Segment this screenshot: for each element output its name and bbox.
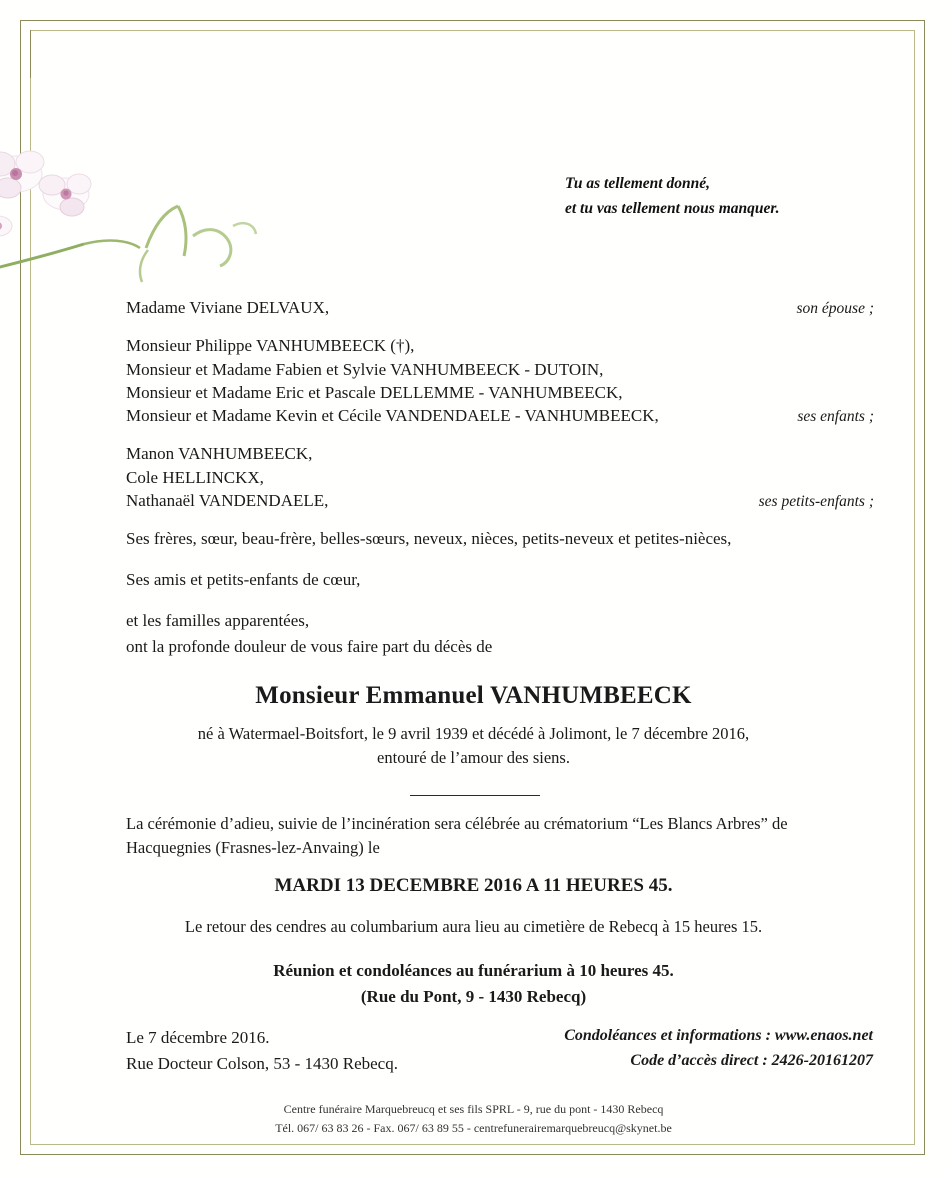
family-relation-label: ses enfants ;: [797, 408, 874, 426]
reunion-line-2: (Rue du Pont, 9 - 1430 Rebecq): [360, 986, 587, 1006]
deceased-detail-line-1: né à Watermael-Boitsfort, le 9 avril 1939 et décédé à Jolimont, le 7 décembre 2016,: [197, 724, 750, 743]
family-member-name: Monsieur et Madame Eric et Pascale DELLEMME - VANHUMBEECK,: [126, 382, 623, 402]
epitaph: [565, 172, 895, 222]
family-relation-label: ses petits-enfants ;: [758, 493, 874, 511]
family-member-line: [126, 358, 874, 381]
condolences-website[interactable]: Condoléances et informations : www.enaos.net: [564, 1027, 873, 1044]
access-code: Code d’accès direct : 2426-20161207: [630, 1051, 873, 1069]
family-group-grandchildren: [126, 442, 874, 512]
family-member-name: Monsieur et Madame Kevin et Cécile VANDENDAELE - VANHUMBEECK,: [126, 406, 659, 426]
extended-family-lines: [126, 527, 886, 649]
ceremony-text: [126, 812, 874, 860]
footer-date: Le 7 décembre 2016.: [126, 1028, 270, 1047]
family-group-spouse: [126, 296, 874, 319]
extended-family-line: Ses frères, sœur, beau-frère, belles-sœurs, neveux, nièces, petits-neveux et petites-nièces,: [126, 529, 732, 548]
ceremony-line-2: Hacquegnies (Frasnes-lez-Anvaing) le: [126, 837, 380, 857]
family-member-name: Madame Viviane DELVAUX,: [126, 298, 330, 317]
ceremony-datetime: MARDI 13 DECEMBRE 2016 A 11 HEURES 45.: [274, 875, 673, 896]
funeral-home-imprint: [0, 1100, 947, 1138]
epitaph-line-2: et tu vas tellement nous manquer.: [565, 199, 780, 217]
family-member-name: Nathanaël VANDENDAELE,: [126, 490, 329, 510]
family-member-line: [126, 489, 874, 512]
extended-family-line: Ses amis et petits-enfants de cœur,: [126, 569, 361, 589]
reunion-info: [0, 958, 947, 1009]
deceased-detail-line-2: entouré de l’amour des siens.: [377, 747, 570, 767]
family-relation-label: son épouse ;: [796, 300, 874, 318]
footer-left-block: [126, 1025, 398, 1076]
family-member-line: [126, 381, 874, 404]
extended-family-line: et les familles apparentées,: [126, 610, 310, 630]
family-member-name: Monsieur et Madame Fabien et Sylvie VANHUMBEECK - DUTOIN,: [126, 359, 604, 379]
family-member-line: [126, 404, 874, 427]
family-member-line: [126, 334, 874, 357]
family-member-name: Monsieur Philippe VANHUMBEECK (†),: [126, 336, 415, 356]
imprint-line-2: Tél. 067/ 63 83 26 - Fax. 067/ 63 89 55 - centrefunerairemarquebreucq@skynet.be: [275, 1121, 672, 1136]
family-member-line: [126, 466, 874, 489]
section-divider: [410, 795, 540, 796]
family-list: [126, 296, 874, 527]
reunion-line-1: Réunion et condoléances au funérarium à 10 heures 45.: [273, 961, 674, 980]
announcement-text: ont la profonde douleur de vous faire part du décès de: [126, 637, 493, 656]
ceremony-line-1: La cérémonie d’adieu, suivie de l’incinération sera célébrée au crématorium “Les Blancs Arbres” de: [126, 814, 788, 833]
family-member-name: Manon VANHUMBEECK,: [126, 444, 313, 464]
family-group-children: [126, 334, 874, 427]
ashes-return-text: Le retour des cendres au columbarium aura lieu au cimetière de Rebecq à 15 heures 15.: [184, 917, 763, 936]
imprint-line-1: Centre funéraire Marquebreucq et ses fils SPRL - 9, rue du pont - 1430 Rebecq: [283, 1102, 664, 1116]
footer-right-block: [564, 1024, 873, 1074]
deceased-name: Monsieur Emmanuel VANHUMBEECK: [255, 682, 692, 709]
epitaph-line-1: Tu as tellement donné,: [565, 175, 710, 192]
footer-address: Rue Docteur Colson, 53 - 1430 Rebecq.: [126, 1053, 398, 1073]
family-member-name: Cole HELLINCKX,: [126, 467, 264, 487]
family-member-line: [126, 296, 874, 319]
deceased-details: [0, 722, 947, 770]
family-member-line: [126, 442, 874, 465]
